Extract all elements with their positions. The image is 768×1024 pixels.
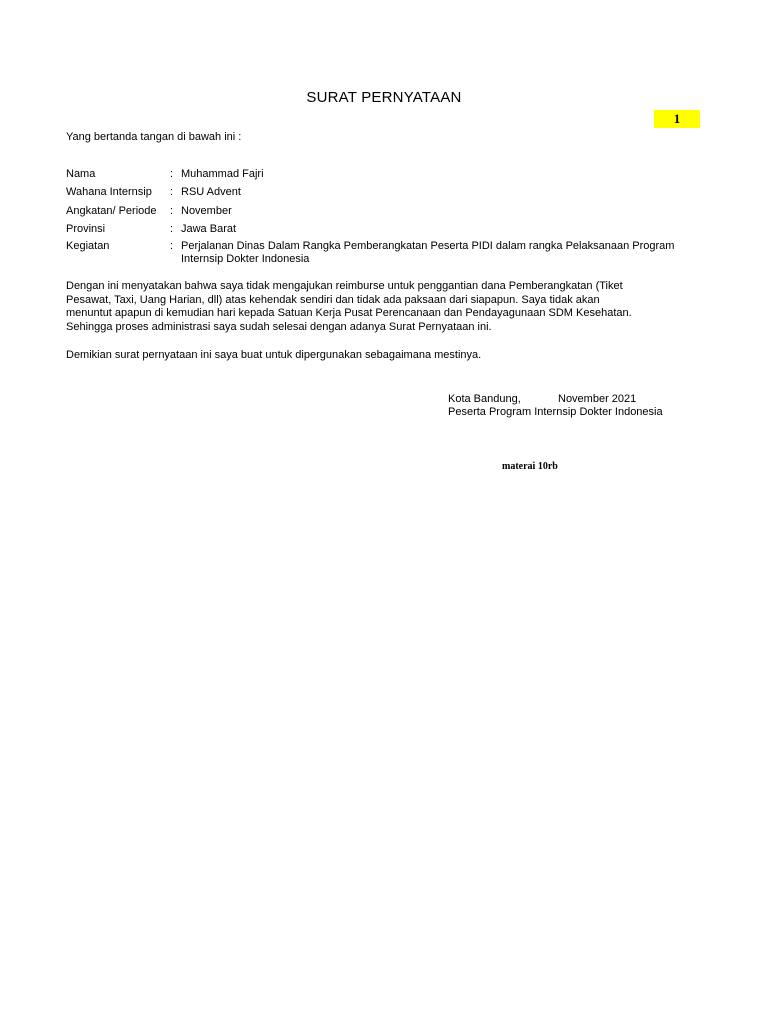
statement-paragraph	[66, 280, 686, 334]
materai-stamp-note: materai 10rb	[502, 461, 558, 472]
field-colon: :	[170, 168, 174, 180]
signature-date: November 2021	[558, 393, 637, 405]
intro-text: Yang bertanda tangan di bawah ini :	[66, 131, 242, 143]
statement-line: Dengan ini menyatakan bahwa saya tidak mengajukan reimburse untuk penggantian dana Pemberangkatan (Tiket	[66, 280, 623, 292]
signature-place-date	[448, 392, 688, 406]
field-label: Angkatan/ Periode	[66, 205, 157, 217]
field-label: Nama	[66, 168, 96, 180]
statement-line: Pesawat, Taxi, Uang Harian, dll) atas kehendak sendiri dan tidak ada paksaan dari siapapun. Saya tidak akan	[66, 293, 600, 306]
field-value: RSU Advent	[181, 186, 241, 198]
field-provinsi	[66, 222, 706, 236]
field-colon: :	[170, 186, 174, 198]
field-nama	[66, 167, 706, 181]
field-angkatan-periode	[66, 204, 706, 218]
field-colon: :	[170, 223, 174, 235]
document-title: SURAT PERNYATAAN	[306, 89, 462, 106]
field-value: November	[181, 205, 232, 217]
statement-line: menuntut apapun di kemudian hari kepada Satuan Kerja Pusat Perencanaan dan Pendayagunaan SDM Kesehatan.	[66, 307, 632, 319]
field-value: Muhammad Fajri	[181, 168, 264, 180]
field-label: Wahana Internsip	[66, 186, 152, 198]
field-value: Perjalanan Dinas Dalam Rangka Pemberangkatan Peserta PIDI dalam rangka Pelaksanaan Program Internsip Dokter Indonesia	[181, 240, 675, 265]
signature-place: Kota Bandung,	[448, 393, 521, 405]
page-number-badge: 1	[654, 110, 700, 128]
field-wahana-internsip	[66, 185, 706, 199]
statement-line: Sehingga proses administrasi saya sudah selesai dengan adanya Surat Pernyataan ini.	[66, 320, 492, 333]
field-label: Provinsi	[66, 223, 106, 235]
field-kegiatan	[66, 239, 706, 267]
signature-role: Peserta Program Internsip Dokter Indonesia	[448, 406, 663, 418]
field-colon: :	[170, 205, 174, 217]
field-value: Jawa Barat	[181, 223, 237, 235]
field-label: Kegiatan	[66, 240, 110, 252]
field-colon: :	[170, 240, 174, 252]
closing-text: Demikian surat pernyataan ini saya buat untuk dipergunakan sebagaimana mestinya.	[66, 349, 482, 361]
